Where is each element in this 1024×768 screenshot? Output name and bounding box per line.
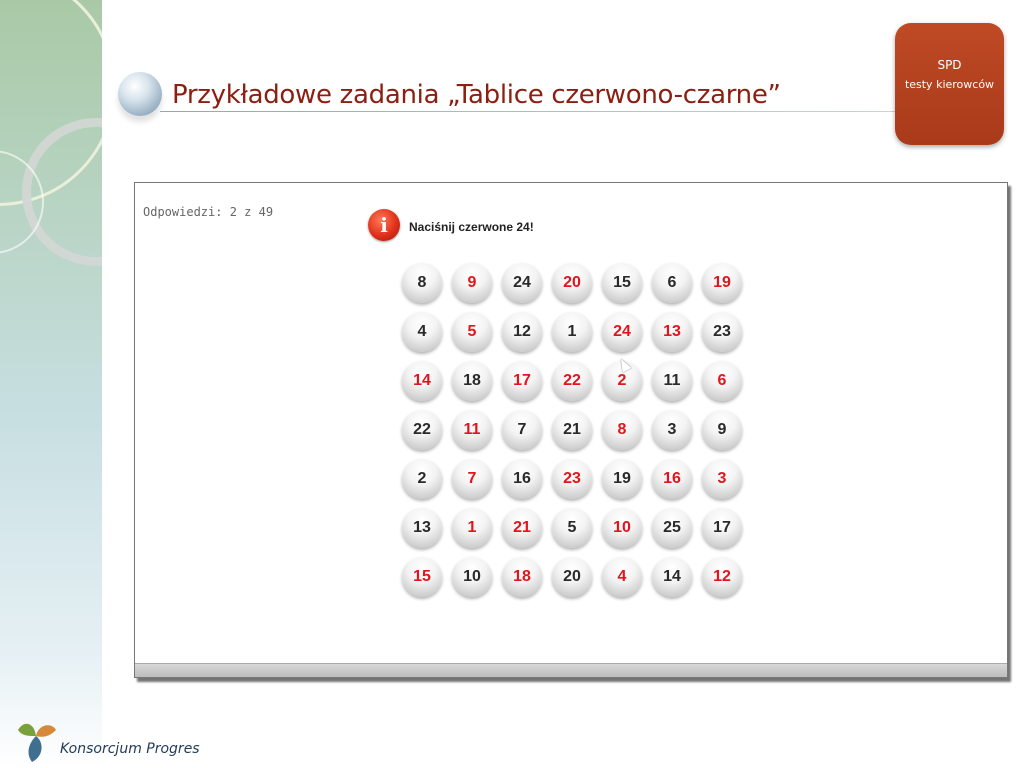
number-ball-button[interactable]: 2 bbox=[402, 459, 442, 499]
number-ball-button[interactable]: 23 bbox=[702, 312, 742, 352]
title-orb-decoration bbox=[118, 72, 162, 116]
number-ball-button[interactable]: 7 bbox=[452, 459, 492, 499]
title-divider bbox=[160, 111, 895, 112]
number-ball-button[interactable]: 13 bbox=[652, 312, 692, 352]
number-ball-grid bbox=[402, 263, 742, 597]
number-ball-button[interactable]: 24 bbox=[502, 263, 542, 303]
number-ball-button[interactable]: 14 bbox=[402, 361, 442, 401]
number-ball-button[interactable]: 15 bbox=[602, 263, 642, 303]
number-ball-button[interactable]: 8 bbox=[602, 410, 642, 450]
konsorcjum-logo-icon bbox=[14, 718, 60, 764]
number-ball-button[interactable]: 21 bbox=[552, 410, 592, 450]
footer-logo-text: Konsorcjum Progres bbox=[60, 741, 200, 757]
number-ball-button[interactable]: 3 bbox=[652, 410, 692, 450]
number-ball-button[interactable]: 20 bbox=[552, 557, 592, 597]
spd-badge bbox=[895, 23, 1004, 145]
test-screenshot-panel bbox=[134, 182, 1008, 678]
number-ball-button[interactable]: 5 bbox=[552, 508, 592, 548]
number-ball-button[interactable]: 4 bbox=[402, 312, 442, 352]
info-icon: i bbox=[368, 209, 400, 241]
number-ball-button[interactable]: 15 bbox=[402, 557, 442, 597]
number-ball-button[interactable]: 7 bbox=[502, 410, 542, 450]
number-ball-button[interactable]: 18 bbox=[502, 557, 542, 597]
number-ball-button[interactable]: 6 bbox=[702, 361, 742, 401]
number-ball-button[interactable]: 22 bbox=[552, 361, 592, 401]
number-ball-button[interactable]: 17 bbox=[702, 508, 742, 548]
number-ball-button[interactable]: 5 bbox=[452, 312, 492, 352]
number-ball-button[interactable]: 9 bbox=[702, 410, 742, 450]
decorative-side-strip bbox=[0, 0, 102, 768]
number-ball-button[interactable]: 3 bbox=[702, 459, 742, 499]
number-ball-button[interactable]: 10 bbox=[452, 557, 492, 597]
panel-bottom-bar bbox=[135, 663, 1007, 677]
number-ball-button[interactable]: 18 bbox=[452, 361, 492, 401]
number-ball-button[interactable]: 22 bbox=[402, 410, 442, 450]
number-ball-button[interactable]: 1 bbox=[552, 312, 592, 352]
number-ball-button[interactable]: 8 bbox=[402, 263, 442, 303]
number-ball-button[interactable]: 9 bbox=[452, 263, 492, 303]
number-ball-button[interactable]: 12 bbox=[502, 312, 542, 352]
number-ball-button[interactable]: 4 bbox=[602, 557, 642, 597]
number-ball-button[interactable]: 16 bbox=[502, 459, 542, 499]
number-ball-button[interactable]: 1 bbox=[452, 508, 492, 548]
number-ball-button[interactable]: 20 bbox=[552, 263, 592, 303]
number-ball-button[interactable]: 14 bbox=[652, 557, 692, 597]
answers-counter: Odpowiedzi: 2 z 49 bbox=[143, 205, 274, 219]
number-ball-button[interactable]: 10 bbox=[602, 508, 642, 548]
number-ball-button[interactable]: 23 bbox=[552, 459, 592, 499]
number-ball-button[interactable]: 12 bbox=[702, 557, 742, 597]
number-ball-button[interactable]: 11 bbox=[452, 410, 492, 450]
number-ball-button[interactable]: 25 bbox=[652, 508, 692, 548]
number-ball-button[interactable]: 19 bbox=[602, 459, 642, 499]
badge-line-2: testy kierowców bbox=[904, 78, 995, 91]
number-ball-button[interactable]: 16 bbox=[652, 459, 692, 499]
task-instruction: Naciśnij czerwone 24! bbox=[409, 220, 534, 234]
number-ball-button[interactable]: 24 bbox=[602, 312, 642, 352]
badge-line-1: SPD bbox=[937, 58, 962, 72]
number-ball-button[interactable]: 21 bbox=[502, 508, 542, 548]
number-ball-button[interactable]: 11 bbox=[652, 361, 692, 401]
number-ball-button[interactable]: 17 bbox=[502, 361, 542, 401]
slide-title: Przykładowe zadania „Tablice czerwono-czarne” bbox=[172, 80, 781, 110]
number-ball-button[interactable]: 6 bbox=[652, 263, 692, 303]
number-ball-button[interactable]: 2 bbox=[602, 361, 642, 401]
number-ball-button[interactable]: 13 bbox=[402, 508, 442, 548]
number-ball-button[interactable]: 19 bbox=[702, 263, 742, 303]
